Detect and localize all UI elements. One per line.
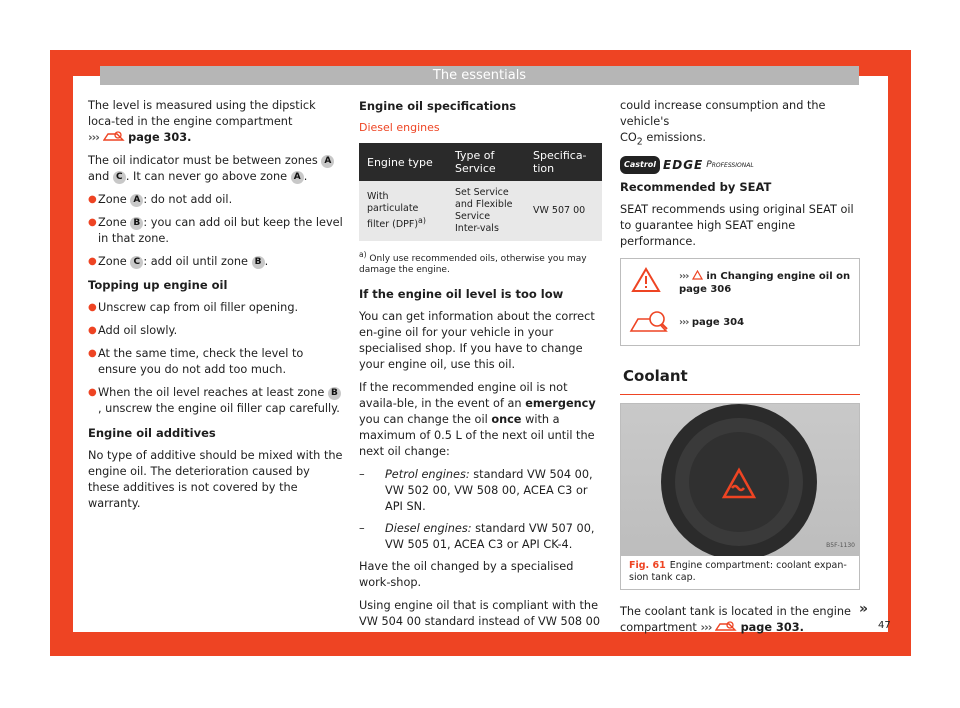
paragraph-oil-change: Have the oil changed by a specialised work-shop. — [359, 560, 574, 589]
castrol-edge-logo — [620, 157, 860, 173]
paragraph-oil-indicator: The oil indicator must be between zones A and C . It can never go above zone A . — [88, 153, 343, 185]
list-item-diesel: – Diesel engines: standard VW 507 00, VW 505 01, ACEA C3 or API CK-4. — [359, 522, 595, 551]
paragraph-recommended: SEAT recommends using original SEAT oil to guarantee high SEAT engine performance. — [620, 203, 854, 249]
small-warning-icon — [692, 270, 703, 280]
paragraph-additives: No type of additive should be mixed with the engine oil. The deterioration caused by these additives is not covered by the warranty. — [88, 449, 343, 510]
page-reference-link[interactable]: page 303. — [128, 131, 192, 144]
paragraph-emergency: If the recommended engine oil is not availa-ble, in the event of an emergency you can change the oil once with a maximum of 0.5 L of the next oil until the next oil change: — [359, 381, 596, 458]
table-row — [359, 181, 602, 241]
table-cell: VW 507 00 — [525, 181, 602, 241]
cross-reference-arrow: ››› — [679, 317, 689, 329]
paragraph-dipstick: The level is measured using the dipstick loca-ted in the engine compartment ››› page 303. — [88, 99, 316, 144]
bullet-icon: ● — [88, 348, 97, 359]
bullet-icon: ● — [88, 387, 97, 398]
bullet-icon: ● — [88, 217, 97, 228]
column-header: Engine type — [359, 143, 447, 181]
engine-compartment-icon — [103, 130, 125, 142]
coolant-cap-illustration — [621, 404, 859, 556]
figure-caption: Fig. 61 Engine compartment: coolant expan-sion tank cap. — [629, 560, 847, 584]
cross-reference-arrow: ››› — [88, 131, 99, 144]
heading-recommended: Recommended by SEAT — [620, 180, 772, 195]
page-reference-link[interactable]: page 303. — [740, 621, 804, 635]
list-item: ● Unscrew cap from oil filler opening. — [88, 301, 299, 314]
page-number: 47 — [878, 620, 891, 631]
table-header-row — [359, 143, 602, 181]
bullet-icon: ● — [88, 325, 97, 336]
section-title-coolant: Coolant — [620, 368, 860, 395]
page-header-banner: The essentials — [100, 66, 859, 85]
paragraph-oil-info: You can get information about the correct en-gine oil for your vehicle in your specialised shop. If you have to change your engine oil, use this oil. — [359, 310, 595, 371]
list-item: ● When the oil level reaches at least zone B, unscrew the engine oil filler cap carefully. — [88, 386, 340, 415]
cross-reference-arrow: ››› — [700, 621, 712, 635]
paragraph-coolant-location: The coolant tank is located in the engine compartment ››› page 303. — [620, 605, 852, 635]
continued-mark: » — [859, 601, 869, 617]
footnote: $^{a)}$ Only use recommended oils, otherwise you may damage the engine. — [359, 250, 587, 275]
footnote-marker: a) — [418, 215, 426, 225]
list-item-zone-c: ● Zone C : add oil until zone B . — [88, 255, 269, 268]
paragraph-continued: could increase consumption and the vehicle's $CO_2$ emissions. — [620, 99, 826, 148]
professional-logo: Professional — [706, 160, 754, 171]
column-left — [88, 98, 343, 519]
page-reference[interactable]: ››› page 304 — [679, 317, 745, 329]
subheading-diesel: Diesel engines — [359, 121, 440, 134]
column-header: Specifica-tion — [525, 143, 602, 181]
zone-a-badge: A — [130, 194, 143, 207]
figure-61 — [620, 403, 860, 590]
zone-a-badge: A — [321, 155, 334, 168]
heading-topping-up: Topping up engine oil — [88, 278, 228, 292]
column-middle — [359, 98, 602, 637]
list-item: ● Add oil slowly. — [88, 324, 178, 337]
paragraph-compliance: Using engine oil that is compliant with the VW 504 00 standard instead of VW 508 00 — [359, 599, 601, 628]
heading-oil-level-low: If the engine oil level is too low — [359, 287, 564, 301]
warning-triangle-icon — [631, 267, 661, 293]
zone-b-badge: B — [130, 217, 143, 230]
figure-id: B5F-1130 — [826, 542, 855, 550]
zone-a-badge: A — [291, 171, 304, 184]
list-item-zone-a: ● Zone A : do not add oil. — [88, 193, 233, 206]
engine-compartment-icon — [715, 620, 737, 632]
zone-c-badge: C — [113, 171, 126, 184]
zone-c-badge: C — [130, 256, 143, 269]
zone-b-badge: B — [328, 387, 341, 400]
heading-additives: Engine oil additives — [88, 426, 216, 440]
engine-compartment-icon — [629, 309, 669, 335]
warning-reference-box — [620, 258, 860, 346]
bullet-icon: ● — [88, 194, 97, 205]
cross-reference-arrow: ››› — [679, 271, 689, 283]
column-header: Type of Service — [447, 143, 525, 181]
list-item-petrol: – Petrol engines: standard VW 504 00, VW 502 00, VW 508 00, ACEA C3 or API SN. — [359, 468, 593, 513]
heading-oil-specifications: Engine oil specifications — [359, 99, 517, 113]
table-cell: With particulate filter (DPF)$^{a)}$ — [359, 181, 447, 241]
coolant-tank-photo — [621, 404, 859, 556]
table-cell: Set Service and Flexible Service Inter-vals — [447, 181, 525, 241]
bullet-icon: ● — [88, 302, 97, 313]
warning-reference[interactable]: ››› in Changing engine oil on page 306 — [679, 271, 851, 296]
castrol-logo: Castrol — [620, 156, 660, 174]
list-item: ● At the same time, check the level to ensure you do not add too much. — [88, 347, 304, 376]
column-right — [620, 98, 860, 643]
list-item-zone-b: ● Zone B : you can add oil but keep the level in that zone. — [88, 216, 343, 245]
zone-b-badge: B — [252, 256, 265, 269]
specification-table — [359, 143, 602, 241]
bullet-icon: ● — [88, 256, 97, 267]
edge-logo: EDGE — [663, 158, 704, 173]
